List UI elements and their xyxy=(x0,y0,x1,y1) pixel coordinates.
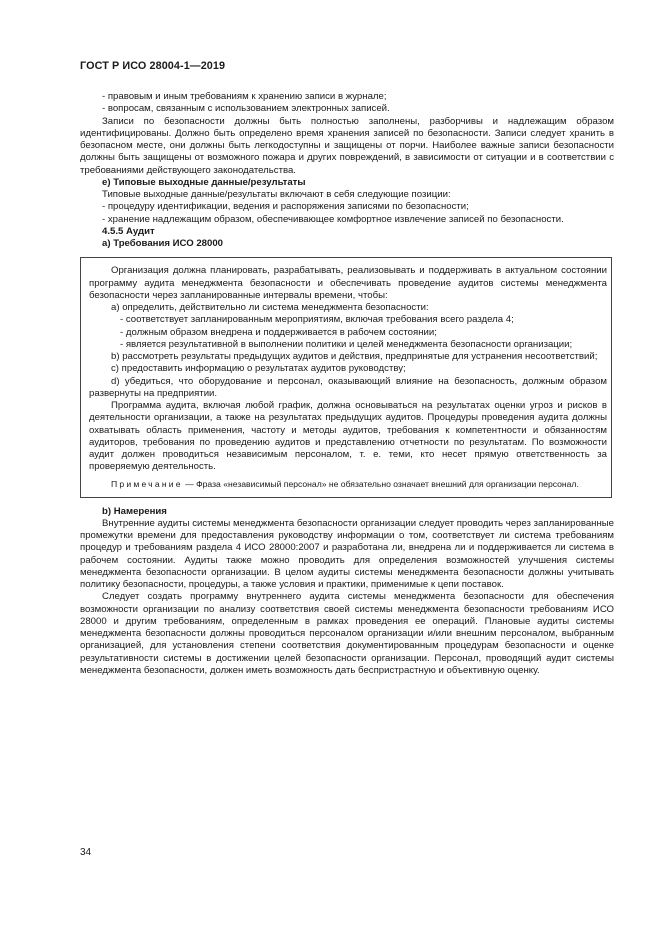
page-number: 34 xyxy=(80,847,92,858)
box-paragraph: Программа аудита, включая любой график, должна основываться на результатах оценки угроз и рисков в деятельности организации, а также на результатах предыдущих аудитов. Процедуры проведения аудита должны охватывать область применения, частоту и методы аудитов, требования к компетентности и обязанностям аудиторов, требования по проведению аудитов и представлению отчетности по результатам. По возможности аудит должен проводиться независимым персоналом, т. е. теми, кто несет прямую ответственность за проверяемую деятельность. xyxy=(89,400,607,473)
section-b-paragraph: Внутренние аудиты системы менеджмента безопасности организации следует проводить через запланированные промежутки времени для предоставления руководству информации о том, соответствует ли система требованиям процедур и требованиям раздела 4 ИСО 28000:2007 и разработана ли, внедрена ли и поддерживается ли система в рабочем состоянии. Аудиты также можно проводить для определения возможностей улучшения системы менеджмента безопасности организации. В целом аудиты системы менеджмента безопасности должны учитывать политику безопасности, процедуры, а также условия и практики, применимые к цепи поставок. xyxy=(80,517,614,590)
note-label: Примечание xyxy=(111,478,183,489)
section-e-heading: e) Типовые выходные данные/результаты xyxy=(102,176,306,188)
section-455-subheading: a) Требования ИСО 28000 xyxy=(102,238,223,249)
box-subitem: - должным образом внедрена и поддерживается в рабочем состоянии; xyxy=(120,326,437,338)
box-item-a: a) определить, действительно ли система менеджмента безопасности: xyxy=(111,302,429,313)
list-item: - процедуру идентификации, ведения и распоряжения записями по безопасности; xyxy=(102,201,469,213)
box-paragraph: Организация должна планировать, разрабатывать, реализовывать и поддерживать в актуальном состоянии программу аудита менеджмента безопасности и обеспечивать проведение аудитов системы менеджмента безопасности через запланированные интервалы времени, чтобы: xyxy=(89,265,607,301)
box-note xyxy=(89,478,607,490)
box-subitem: - является результативной в выполнении политики и целей менеджмента безопасности организации; xyxy=(120,338,573,350)
box-item-b: b) рассмотреть результаты предыдущих аудитов и действия, предпринятые для устранения несоответствий; xyxy=(111,351,598,362)
records-paragraph: Записи по безопасности должны быть полностью заполнены, разборчивы и надлежащим образом идентифицированы. Должно быть определено время хранения записей по безопасности. Записи следует хранить в безопасном месте, они должны быть легкодоступны и защищены от порчи. Наиболее важные записи безопасности должны быть защищены от возможного пожара и других повреждений, в зависимости от ситуации и в соответствии с требованиями действующего законодательства. xyxy=(80,115,614,176)
note-text: — Фраза «независимый персонал» не обязательно означает внешний для организации персонал. xyxy=(182,478,579,489)
section-b-paragraph: Следует создать программу внутреннего аудита системы менеджмента безопасности для обеспечения возможности организации по анализу соответствия своей системы менеджмента безопасности требованиям ИСО 28000 и другим требованиям, определенным в рамках проведения ее операций. Плановые аудиты системы менеджмента безопасности должны проводиться персоналом организации и/или внешним персоналом, выбранным организацией, для установления степени соответствия документированным процедурам безопасности и оценке результативности системы в достижении целей безопасности организации. Персонал, проводящий аудит системы менеджмента безопасности, должен иметь возможность дать беспристрастную и объективную оценку. xyxy=(80,591,614,676)
box-item-d: d) убедиться, что оборудование и персонал, оказывающий влияние на безопасность, должным образом развернуты на предприятии. xyxy=(89,375,607,399)
list-item: - вопросам, связанным с использованием электронных записей. xyxy=(102,103,390,115)
section-e-lead: Типовые выходные данные/результаты включают в себя следующие позиции: xyxy=(102,189,451,200)
section-455-heading: 4.5.5 Аудит xyxy=(102,225,155,237)
list-item: - правовым и иным требованиям к хранению записи в журнале; xyxy=(102,91,387,102)
list-item: - хранение надлежащим образом, обеспечивающее комфортное извлечение записей по безопасности. xyxy=(102,213,564,225)
section-b-heading: b) Намерения xyxy=(102,505,167,517)
document-header: ГОСТ Р ИСО 28004-1—2019 xyxy=(80,60,226,72)
box-item-c: c) предоставить информацию о результатах аудитов руководству; xyxy=(111,363,406,375)
box-subitem: - соответствует запланированным мероприятиям, включая требования всего раздела 4; xyxy=(120,314,514,326)
requirements-box xyxy=(80,257,612,497)
page-content xyxy=(80,91,614,677)
